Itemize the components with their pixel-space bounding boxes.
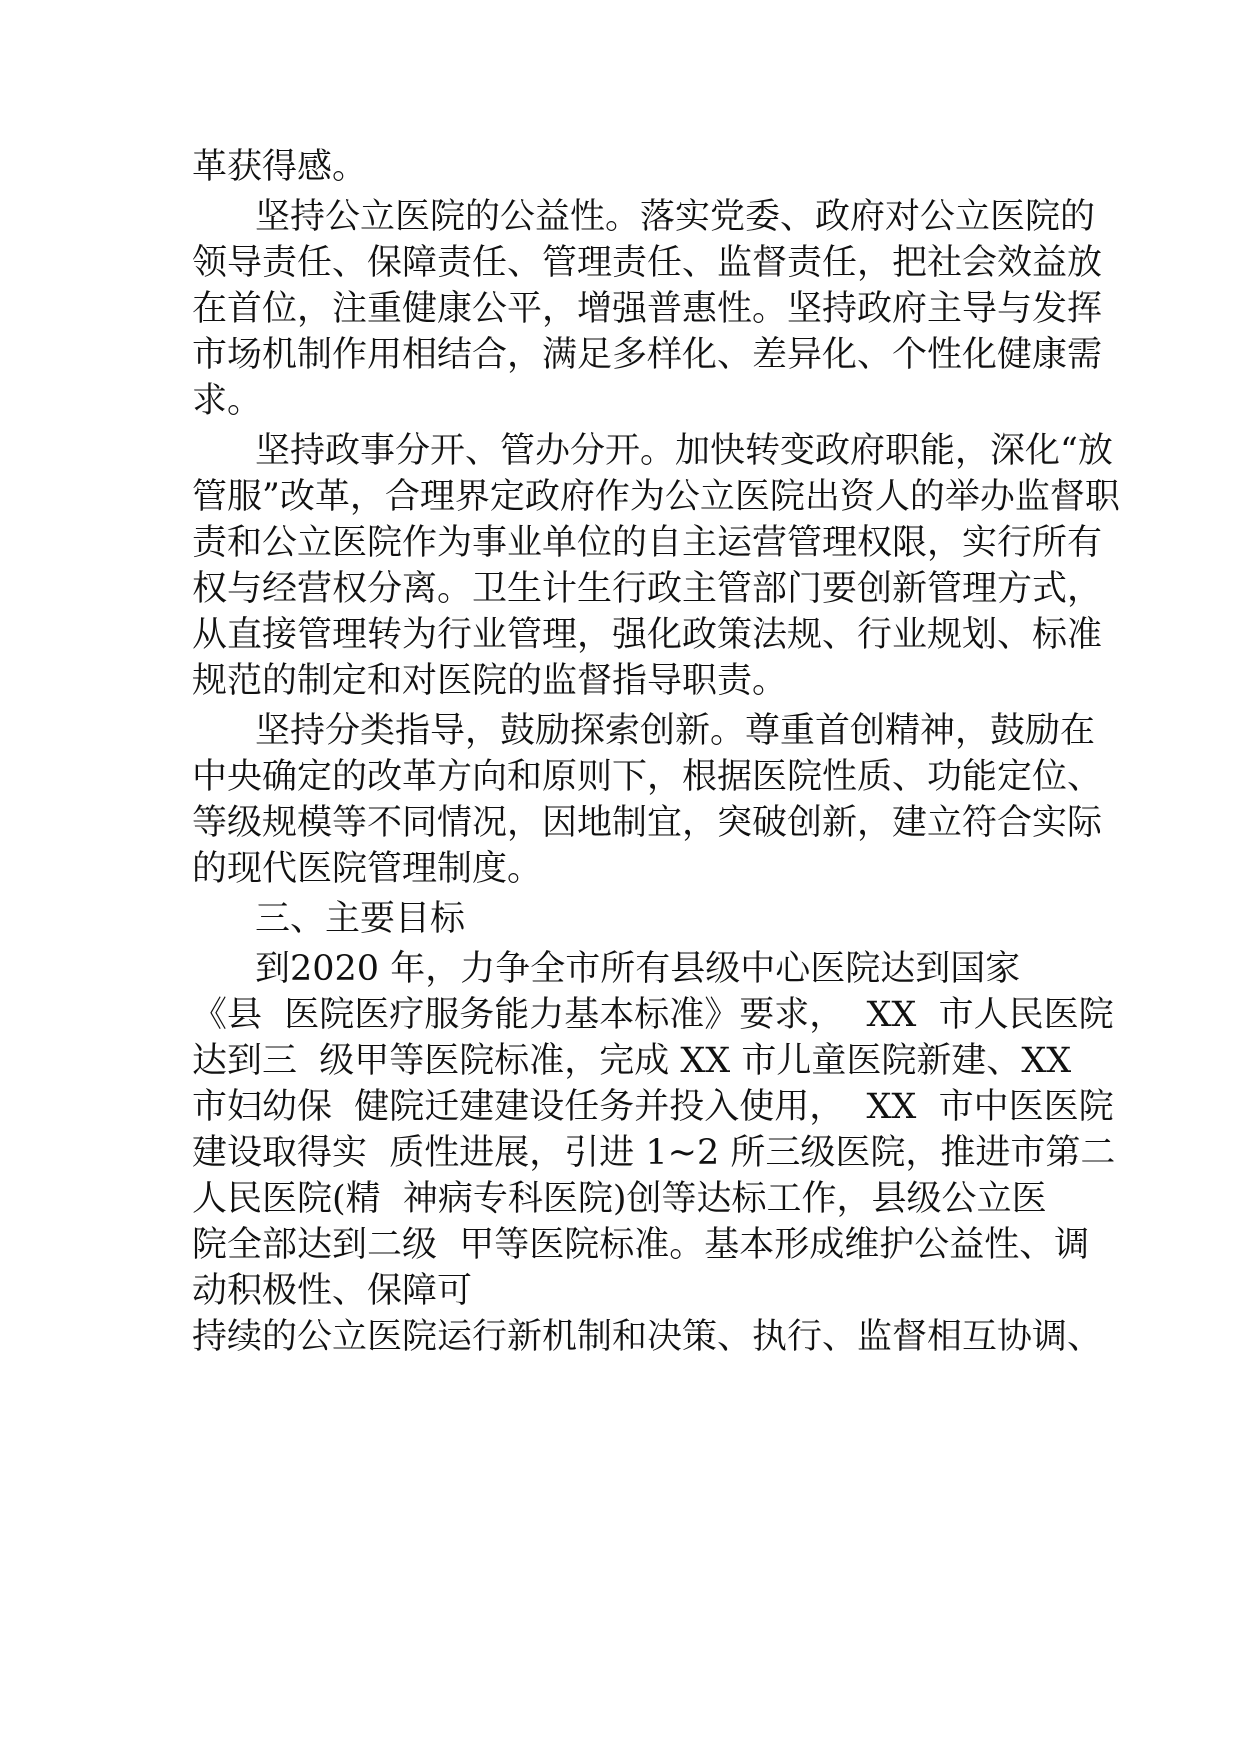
section-heading: 三、主要目标 [255,899,466,939]
text-line: 管服”改革，合理界定政府作为公立医院出资人的举办监督职 [192,477,1120,517]
text-line: 达到三 级甲等医院标准，完成 XX 市儿童医院新建、XX [192,1041,1072,1081]
text-line: 规范的制定和对医院的监督指导职责。 [192,661,788,701]
text-line: 市妇幼保 健院迁建建设任务并投入使用， XX 市中医医院 [192,1087,1114,1127]
paragraph-first-line: 坚持分类指导，鼓励探索创新。尊重首创精神，鼓励在 [255,711,1096,751]
text-line: 领导责任、保障责任、管理责任、监督责任，把社会效益放 [192,243,1103,283]
text-line: 人民医院(精 神病专科医院)创等达标工作，县级公立医 [192,1179,1047,1219]
text-line: 市场机制作用相结合，满足多样化、差异化、个性化健康需 [192,335,1103,375]
text-line: 求。 [192,381,263,421]
text-line: 的现代医院管理制度。 [192,849,543,889]
text-line: 院全部达到二级 甲等医院标准。基本形成维护公益性、调 [192,1225,1090,1265]
paragraph-first-line: 坚持政事分开、管办分开。加快转变政府职能，深化“放 [255,431,1113,471]
text-line: 建设取得实 质性进展，引进 1~2 所三级医院，推进市第二 [192,1133,1116,1173]
text-line: 动积极性、保障可 [192,1271,473,1311]
text-line: 等级规模等不同情况，因地制宜，突破创新，建立符合实际 [192,803,1103,843]
paragraph-first-line: 坚持公立医院的公益性。落实党委、政府对公立医院的 [255,197,1096,237]
text-line: 责和公立医院作为事业单位的自主运营管理权限，实行所有 [192,523,1103,563]
text-line: 从直接管理转为行业管理，强化政策法规、行业规划、标准 [192,615,1103,655]
text-line: 在首位，注重健康公平，增强普惠性。坚持政府主导与发挥 [192,289,1103,329]
text-line: 权与经营权分离。卫生计生行政主管部门要创新管理方式， [192,569,1103,609]
text-line: 革获得感。 [192,147,368,187]
text-line: 持续的公立医院运行新机制和决策、执行、监督相互协调、 [192,1317,1103,1357]
paragraph-first-line: 到2020 年，力争全市所有县级中心医院达到国家 [255,949,1021,989]
text-line: 中央确定的改革方向和原则下，根据医院性质、功能定位、 [192,757,1103,797]
text-line: 《县 医院医疗服务能力基本标准》要求， XX 市人民医院 [192,995,1114,1035]
